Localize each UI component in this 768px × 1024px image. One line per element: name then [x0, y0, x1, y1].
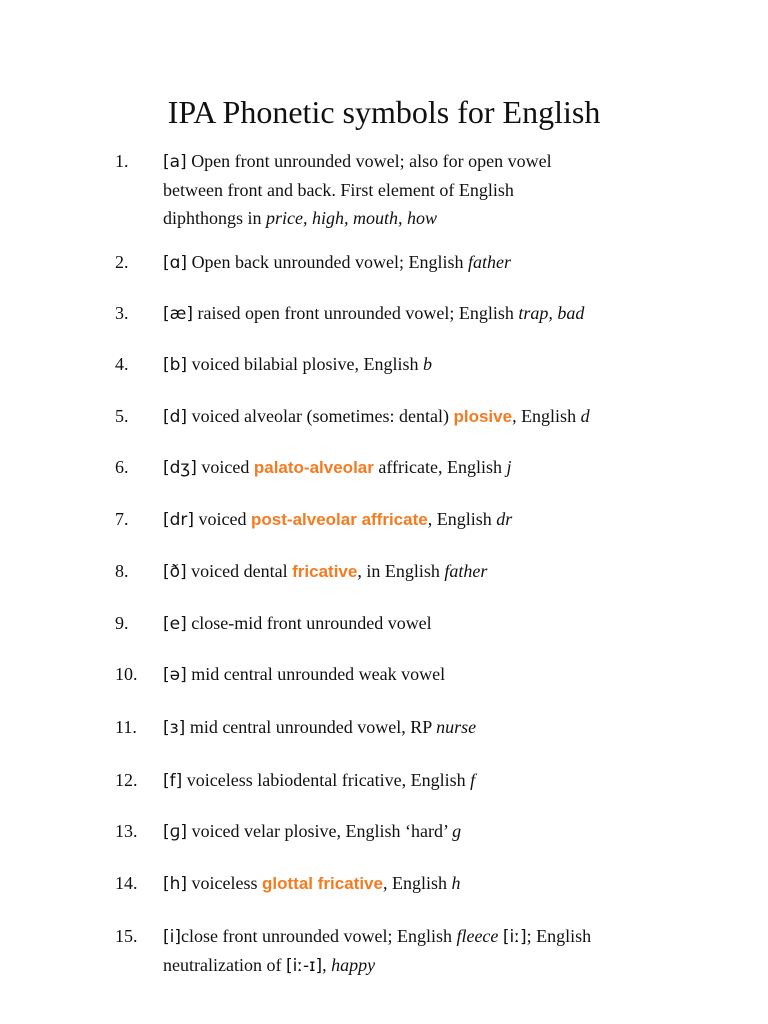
ipa-symbol: [h]: [163, 874, 188, 894]
example-word: happy: [331, 955, 376, 975]
ipa-symbol: [d]: [163, 407, 188, 427]
item-line: [163, 250, 683, 275]
item-line: [163, 715, 683, 740]
item-text: [163, 352, 683, 377]
item-text: [163, 149, 683, 230]
item-number: 8.: [115, 561, 129, 581]
ipa-symbol: [b]: [163, 355, 188, 375]
item-line: [163, 352, 683, 377]
item-line: [163, 301, 683, 326]
ipa-symbol: [ɡ]: [163, 822, 188, 842]
ipa-symbol: [ð]: [163, 562, 187, 582]
item-line: [163, 507, 683, 532]
item-text: [163, 871, 683, 896]
item-line: [163, 662, 683, 687]
item-line: [163, 149, 683, 174]
item-text: [163, 455, 683, 480]
description-text: voiced alveolar (sometimes: dental): [187, 406, 454, 426]
item-text: [163, 924, 683, 978]
item-line: [163, 404, 683, 429]
description-text: close front unrounded vowel; English: [181, 926, 457, 946]
ipa-symbol: [ə]: [163, 665, 187, 685]
description-text: Open front unrounded vowel; also for open vowel: [186, 151, 552, 171]
item-number: 13.: [115, 821, 138, 841]
example-word: dr: [496, 509, 513, 529]
ipa-symbol: [dʒ]: [163, 458, 197, 478]
highlighted-term: plosive: [453, 407, 513, 426]
description-text: , in English: [357, 561, 445, 581]
item-line: [163, 178, 683, 202]
page-title: IPA Phonetic symbols for English: [167, 94, 601, 130]
item-text: [163, 819, 683, 844]
example-word: h: [451, 873, 461, 893]
highlighted-term: palato-alveolar: [253, 458, 374, 477]
item-number: 7.: [115, 509, 129, 529]
item-line: [163, 455, 683, 480]
item-number: 15.: [115, 926, 138, 946]
ipa-symbol: [ɜ]: [163, 718, 186, 738]
ipa-symbol: [i]: [163, 927, 181, 947]
description-text: raised open front unrounded vowel; English: [192, 303, 519, 323]
item-line: [163, 924, 683, 949]
item-number: 12.: [115, 770, 138, 790]
ipa-symbol: [æ]: [163, 304, 193, 324]
item-text: [163, 404, 683, 429]
description-text: voiceless: [187, 873, 263, 893]
item-text: [163, 662, 683, 687]
description-text: voiced bilabial plosive, English: [187, 354, 424, 374]
item-number: 1.: [115, 151, 129, 171]
example-word: j: [506, 457, 512, 477]
item-number: 2.: [115, 252, 129, 272]
description-text: neutralization of: [163, 955, 286, 975]
example-word: fleece: [456, 926, 499, 946]
item-text: [163, 611, 683, 636]
item-line: [163, 953, 683, 978]
ipa-symbol: [ɑ]: [163, 253, 188, 273]
item-number: 3.: [115, 303, 129, 323]
ipa-symbol: [dr]: [163, 510, 195, 530]
example-word: d: [580, 406, 590, 426]
description-text: , English: [512, 406, 581, 426]
item-text: [163, 715, 683, 740]
item-number: 14.: [115, 873, 138, 893]
item-number: 10.: [115, 664, 138, 684]
description-text: close-mid front unrounded vowel: [186, 613, 432, 633]
item-number: 11.: [115, 717, 137, 737]
highlighted-term: fricative: [292, 562, 358, 581]
description-text: mid central unrounded weak vowel: [186, 664, 446, 684]
example-word: father: [444, 561, 488, 581]
example-word: g: [452, 821, 462, 841]
description-text: between front and back. First element of English: [163, 180, 514, 200]
description-text: Open back unrounded vowel; English: [187, 252, 469, 272]
item-text: [163, 559, 683, 584]
description-text: voiced: [196, 457, 254, 477]
example-word: price, high, mouth, how: [266, 208, 438, 228]
description-text: voiced velar plosive, English ‘hard’: [187, 821, 453, 841]
description-text: mid central unrounded vowel, RP: [185, 717, 437, 737]
description-text: , English: [427, 509, 497, 529]
highlighted-term: post-alveolar affricate: [251, 510, 428, 529]
ipa-symbol: [a]: [163, 152, 187, 172]
ipa-symbol: [iː]: [502, 927, 527, 947]
example-word: trap, bad: [518, 303, 585, 323]
item-line: [163, 611, 683, 636]
description-text: ,: [322, 955, 332, 975]
highlighted-term: glottal fricative: [262, 874, 383, 893]
item-number: 9.: [115, 613, 129, 633]
ipa-symbol: [e]: [163, 614, 187, 634]
description-text: affricate, English: [373, 457, 507, 477]
example-word: nurse: [436, 717, 477, 737]
example-word: b: [423, 354, 433, 374]
ipa-symbol: [iː-ɪ]: [285, 956, 323, 976]
description-text: voiced dental: [186, 561, 293, 581]
item-number: 4.: [115, 354, 129, 374]
item-text: [163, 768, 683, 793]
description-text: voiceless labiodental fricative, English: [182, 770, 471, 790]
description-text: voiced: [194, 509, 252, 529]
description-text: , English: [382, 873, 452, 893]
item-text: [163, 301, 683, 326]
item-line: [163, 559, 683, 584]
item-line: [163, 819, 683, 844]
ipa-symbol: [f]: [163, 771, 183, 791]
item-text: [163, 250, 683, 275]
description-text: ; English: [526, 926, 592, 946]
item-line: [163, 206, 683, 230]
description-text: diphthongs in: [163, 208, 267, 228]
item-number: 5.: [115, 406, 129, 426]
item-line: [163, 768, 683, 793]
item-line: [163, 871, 683, 896]
item-number: 6.: [115, 457, 129, 477]
example-word: father: [468, 252, 512, 272]
item-text: [163, 507, 683, 532]
example-word: f: [470, 770, 476, 790]
